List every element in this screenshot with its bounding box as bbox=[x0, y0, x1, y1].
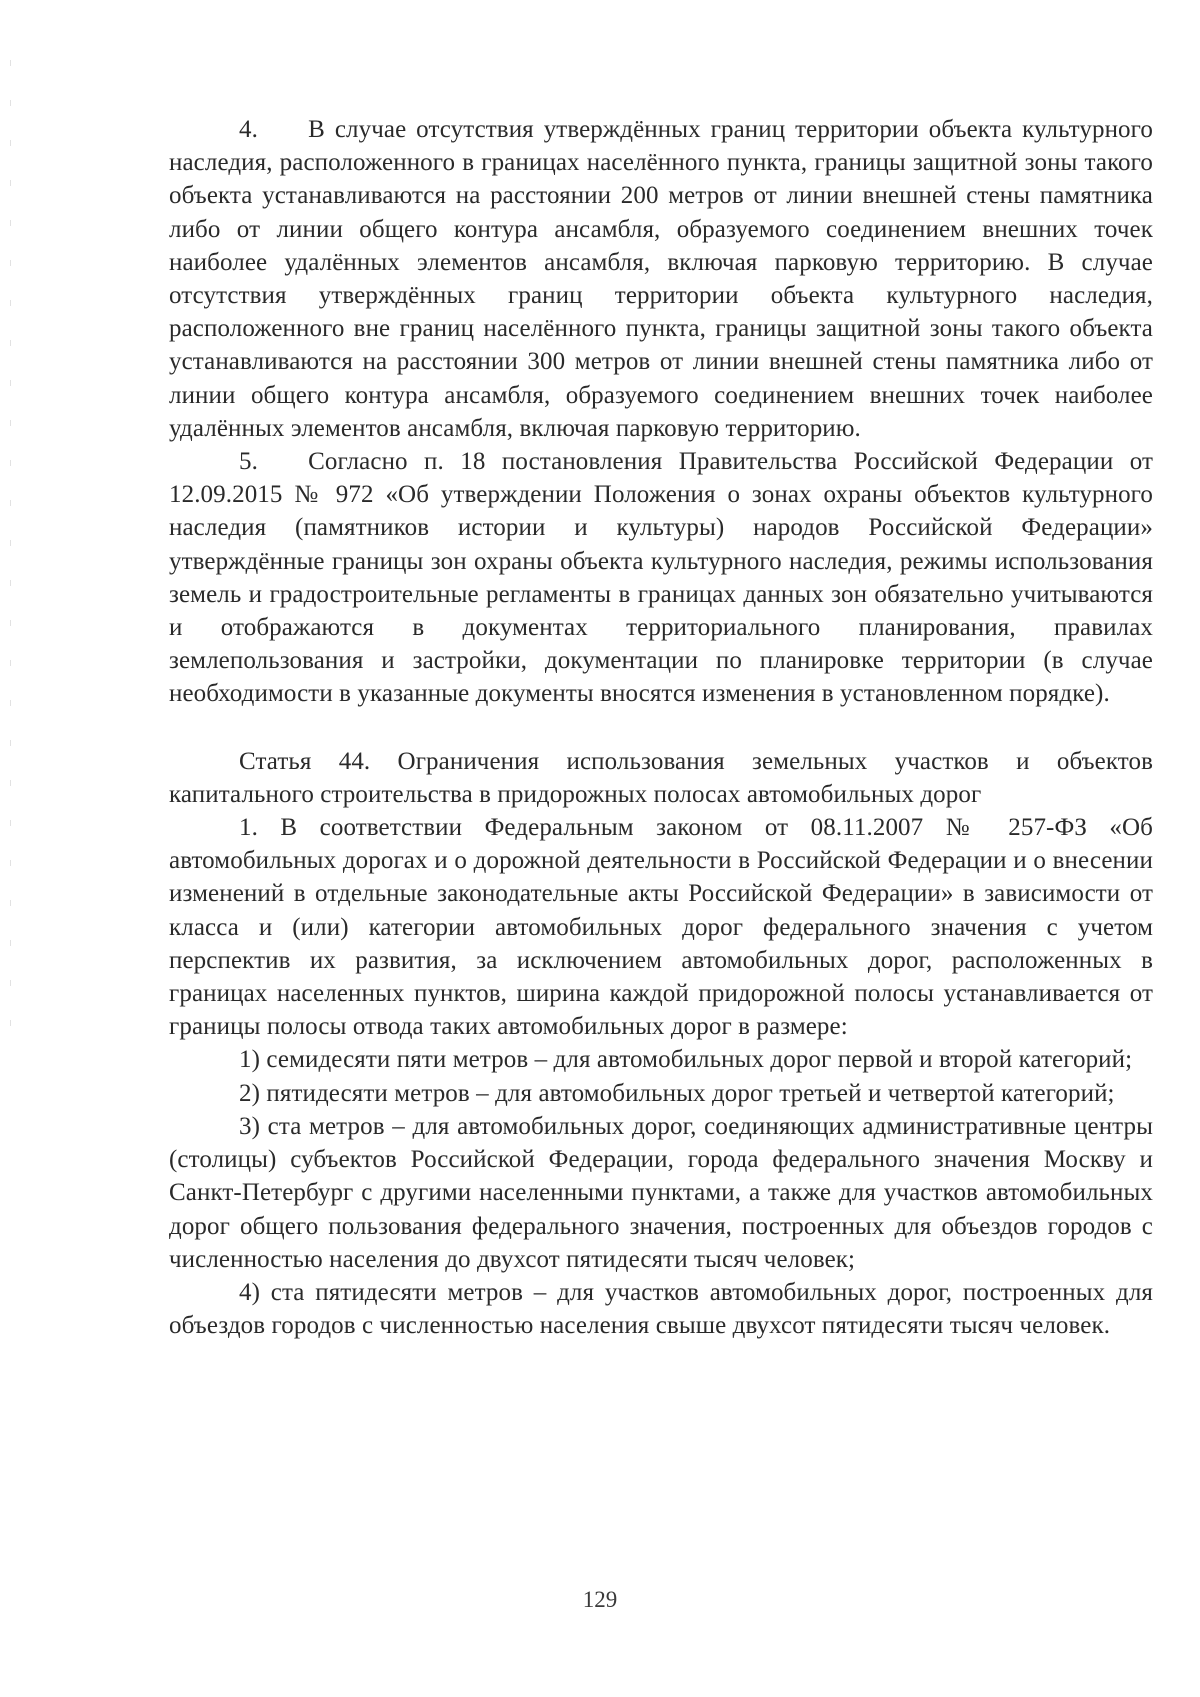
article-paragraph-1: 1. В соответствии Федеральным законом от 08.11.2007 № 257-ФЗ «Об автомобильных дорогах и о дорожной деятельности в Российской Федерации и о внесении изменений в отдельные законодательные акты Российской Федерации» в зависимости от класса и (или) категории автомобильных дорог федерального значения с учетом перспектив их развития, за исключением автомобильных дорог, расположенных в границах населенных пунктов, ширина каждой придорожной полосы устанавливается от границы полосы отвода таких автомобильных дорог в размере: bbox=[169, 814, 1153, 1041]
paragraph-4: 4. В случае отсутствия утверждённых границ территории объекта культурного наследия, расположенного в границах населённого пункта, границы защитной зоны такого объекта устанавливаются на расстоянии 200 метров от линии внешней стены памятника либо от линии общего контура ансамбля, образуемого соединением внешних точек наиболее удалённых элементов ансамбля, включая парковую территорию. В случае отсутствия утверждённых границ территории объекта культурного наследия, расположенного вне границ населённого пункта, границы защитной зоны такого объекта устанавливаются на расстоянии 300 метров от линии внешней стены памятника либо от линии общего контура ансамбля, образуемого соединением внешних точек наиболее удалённых элементов ансамбля, включая парковую территорию. bbox=[169, 116, 1153, 442]
article-heading: Статья 44. Ограничения использования земельных участков и объектов капитального строительства в придорожных полосах автомобильных дорог bbox=[169, 747, 1153, 808]
paragraph-5: 5. Согласно п. 18 постановления Правительства Российской Федерации от 12.09.2015 № 972 «Об утверждении Положения о зонах охраны объектов культурного наследия (памятников истории и культуры) народов Российской Федерации» утверждённые границы зон охраны объекта культурного наследия, режимы использования земель и градостроительные регламенты в границах данных зон обязательно учитываются и отображаются в документах территориального планирования, правилах землепользования и застройки, документации по планировке территории (в случае необходимости в указанные документы вносятся изменения в установленном порядке). bbox=[169, 448, 1153, 708]
section-gap bbox=[169, 711, 1153, 745]
list-item-2: 2) пятидесяти метров – для автомобильных дорог третьей и четвертой категорий; bbox=[239, 1079, 1115, 1107]
list-item-4: 4) ста пятидесяти метров – для участков автомобильных дорог, построенных для объездов городов с численностью населения свыше двухсот пятидесяти тысяч человек. bbox=[169, 1278, 1153, 1340]
list-item-3: 3) ста метров – для автомобильных дорог, соединяющих административные центры (столицы) субъектов Российской Федерации, города федерального значения Москву и Санкт-Петербург с другими населенными пунктами, а также для участков автомобильных дорог общего пользования федерального значения, построенных для объездов городов с численностью населения до двухсот пятидесяти тысяч человек; bbox=[169, 1112, 1153, 1273]
page-number: 129 bbox=[582, 1587, 618, 1612]
scan-edge-mark bbox=[10, 60, 11, 1060]
document-body bbox=[169, 113, 1153, 1342]
list-item-1: 1) семидесяти пяти метров – для автомобильных дорог первой и второй категорий; bbox=[239, 1046, 1133, 1074]
